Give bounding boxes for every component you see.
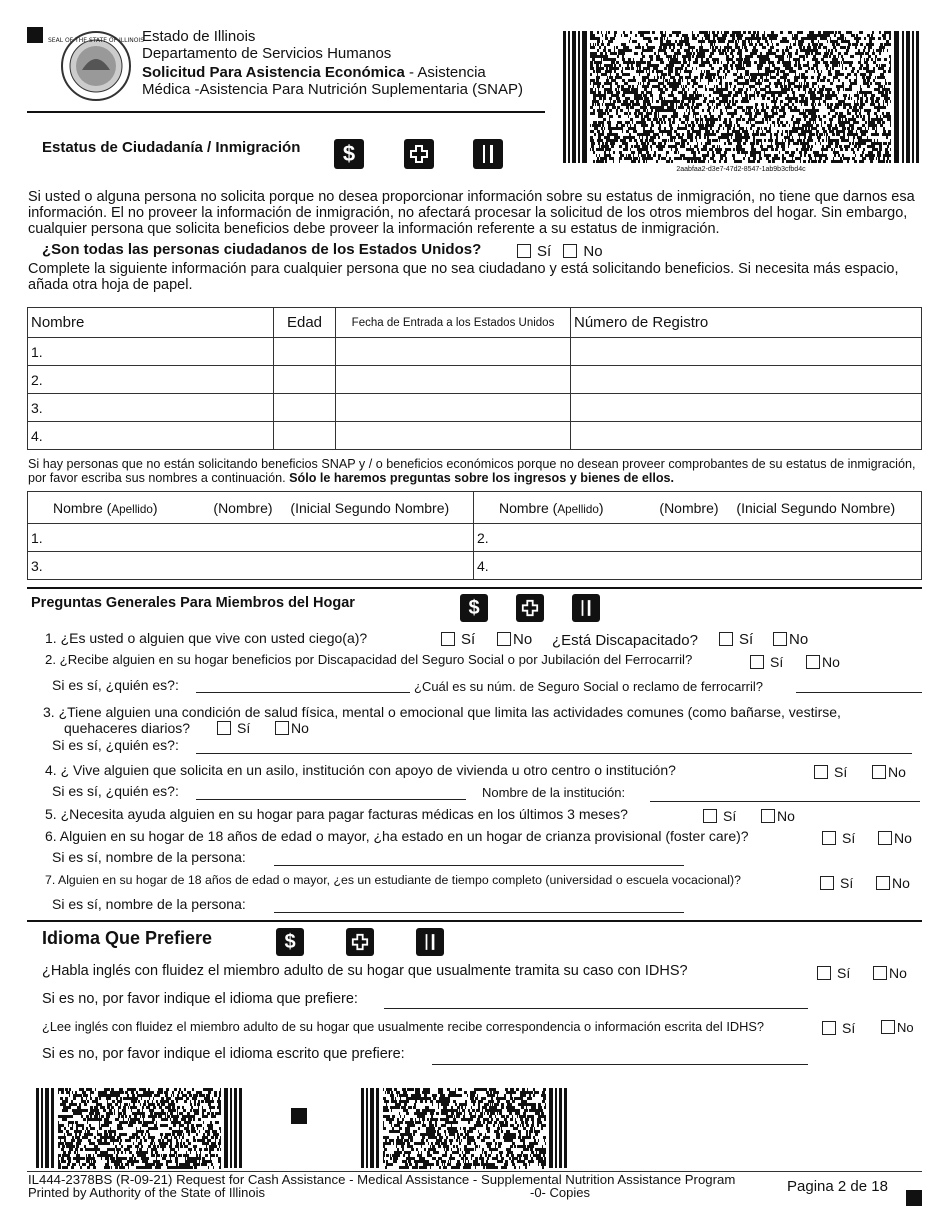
dollar-icon: $ xyxy=(460,594,488,622)
medical-cross-icon xyxy=(346,928,374,956)
blind-yes-checkbox[interactable] xyxy=(441,632,455,646)
illinois-seal xyxy=(47,30,145,102)
col-header: Nombre xyxy=(28,308,274,338)
question-blind: 1. ¿Es usted o alguien que vive con usted ciego(a)? xyxy=(45,630,368,646)
dollar-icon: $ xyxy=(276,928,304,956)
department-name: Departamento de Servicios Humanos xyxy=(142,45,392,62)
question-health-line2: quehaceres diarios? xyxy=(64,720,191,736)
pdf417-barcode xyxy=(361,1088,567,1168)
student-yes-checkbox[interactable] xyxy=(820,876,834,890)
disabled-yes-checkbox[interactable] xyxy=(719,632,733,646)
institution-name-field[interactable] xyxy=(650,801,920,802)
question-speaks-english: ¿Habla inglés con fluidez el miembro adulto de su hogar que usualmente tramita su caso con IDHS? xyxy=(42,963,688,979)
copies-line: -0- Copies xyxy=(530,1185,590,1200)
state-name: Estado de Illinois xyxy=(142,28,256,45)
citizens-question: ¿Son todas las personas ciudadanos de los Estados Unidos? xyxy=(42,241,482,258)
spoken-language-field[interactable] xyxy=(384,1008,808,1009)
institution-who-field[interactable] xyxy=(196,799,466,800)
ssdi-yes-checkbox[interactable] xyxy=(750,655,764,669)
table-row[interactable]: 1. xyxy=(28,338,274,366)
fork-knife-icon xyxy=(473,139,503,169)
authority-line: Printed by Authority of the State of Illinois xyxy=(28,1185,266,1200)
health-no-checkbox[interactable] xyxy=(275,721,289,735)
ssdi-who-label: Si es sí, ¿quién es?: xyxy=(52,677,179,693)
pdf417-barcode xyxy=(563,31,919,163)
ssdi-no-checkbox[interactable] xyxy=(806,655,820,669)
barcode-id: 2aabfaa2-d3e7-47d2-8547-1ab9b3cfbd4c xyxy=(676,166,806,173)
medical-bills-yes-checkbox[interactable] xyxy=(703,809,717,823)
non-applicant-names-table: Nombre (Apellido) (Nombre) (Inicial Segundo Nombre) Nombre (Apellido) (Nombre) (Inicial Segundo Nombre) 1. 2. 3. 4. xyxy=(27,491,922,580)
pdf417-barcode xyxy=(36,1088,242,1168)
reads-yes-checkbox[interactable] xyxy=(822,1021,836,1035)
no-label: No xyxy=(583,243,603,260)
name-row[interactable]: 2. xyxy=(474,524,922,552)
page-number: Pagina 2 de 18 xyxy=(787,1178,888,1195)
foster-name-label: Si es sí, nombre de la persona: xyxy=(52,849,246,865)
health-who-label: Si es sí, ¿quién es?: xyxy=(52,737,179,753)
disabled-no-checkbox[interactable] xyxy=(773,632,787,646)
question-foster-care: 6. Alguien en su hogar de 18 años de edad o mayor, ¿ha estado en un hogar de crianza provisional (foster care)? xyxy=(45,828,749,844)
col-header: Edad xyxy=(274,308,336,338)
health-who-field[interactable] xyxy=(196,753,912,754)
registration-mark xyxy=(27,27,43,43)
speaks-yes-checkbox[interactable] xyxy=(817,966,831,980)
foster-name-field[interactable] xyxy=(274,865,684,866)
col-header: Fecha de Entrada a los Estados Unidos xyxy=(336,308,571,338)
registration-mark xyxy=(906,1190,922,1206)
question-disabled: ¿Está Discapacitado? xyxy=(552,632,698,649)
question-institution: 4. ¿ Vive alguien que solicita en un asilo, institución con apoyo de vivienda u otro centro o institución? xyxy=(45,762,676,778)
reads-no-checkbox[interactable] xyxy=(881,1020,895,1034)
name-row[interactable]: 1. xyxy=(28,524,474,552)
citizens-yes-checkbox[interactable] xyxy=(517,244,531,258)
non-citizen-table xyxy=(27,307,922,450)
form-title-line2: Médica -Asistencia Para Nutrición Suplementaria (SNAP) xyxy=(142,81,523,98)
language-heading: Idioma Que Prefiere xyxy=(42,928,213,948)
name-row[interactable]: 3. xyxy=(28,552,474,580)
citizenship-instructions: Complete la siguiente información para cualquier persona que no sea ciudadano y está solicitando beneficios. Si necesita más espacio, añada otra hoja de papel. xyxy=(28,261,899,293)
institution-who-label: Si es sí, ¿quién es?: xyxy=(52,783,179,799)
question-student: 7. Alguien en su hogar de 18 años de edad o mayor, ¿es un estudiante de tiempo completo (universidad o escuela vocacional)? xyxy=(45,873,741,887)
form-number: IL444-2378BS (R-09-21) Request for Cash Assistance - Medical Assistance - Supplemental Nutrition Assistance Program xyxy=(28,1172,736,1187)
medical-bills-no-checkbox[interactable] xyxy=(761,809,775,823)
registration-mark xyxy=(291,1108,307,1124)
fork-knife-icon xyxy=(416,928,444,956)
institution-name-label: Nombre de la institución: xyxy=(482,785,626,800)
question-ssdi: 2. ¿Recibe alguien en su hogar beneficios por Discapacidad del Seguro Social o por Jubilación del Ferrocarril? xyxy=(45,652,693,667)
general-heading: Preguntas Generales Para Miembros del Hogar xyxy=(31,595,355,611)
name-row[interactable]: 4. xyxy=(474,552,922,580)
seal-text: SEAL OF THE STATE OF ILLINOIS xyxy=(47,37,145,44)
citizenship-intro: Si usted o alguna persona no solicita porque no desea proporcionar información sobre su estatus de inmigración, no tiene que darnos esa información. El no proveer la información de inmigración, no afectará procesar la solicitud de los otros miembros del hogar. Sin embargo, cualquier persona que solicita beneficios debe proveer la información referente a su estatus de inmigración. xyxy=(28,189,915,237)
yes-label: Sí xyxy=(537,243,552,260)
question-health: 3. ¿Tiene alguien una condición de salud física, mental o emocional que limita las actividades comunes (como bañarse, vestirse, xyxy=(43,704,841,720)
foster-yes-checkbox[interactable] xyxy=(822,831,836,845)
dollar-icon: $ xyxy=(334,139,364,169)
non-applicant-note: Si hay personas que no están solicitando beneficios SNAP y / o beneficios económicos porque no desean proveer comprobantes de su estatus de inmigración, por favor escriba sus nombres a continuación. Sólo le haremos preguntas sobre los ingresos y bienes de ellos. xyxy=(28,457,916,485)
student-name-field[interactable] xyxy=(274,912,684,913)
fork-knife-icon xyxy=(572,594,600,622)
table-row[interactable]: 2. xyxy=(28,366,274,394)
blind-no-checkbox[interactable] xyxy=(497,632,511,646)
ssdi-number-label: ¿Cuál es su núm. de Seguro Social o reclamo de ferrocarril? xyxy=(414,679,763,694)
speaks-no-checkbox[interactable] xyxy=(873,966,887,980)
institution-yes-checkbox[interactable] xyxy=(814,765,828,779)
foster-no-checkbox[interactable] xyxy=(878,831,892,845)
student-name-label: Si es sí, nombre de la persona: xyxy=(52,896,246,912)
written-language-label: Si es no, por favor indique el idioma escrito que prefiere: xyxy=(42,1046,405,1062)
form-title: Solicitud Para Asistencia Económica - Asistencia xyxy=(142,64,486,81)
col-header: Número de Registro xyxy=(571,308,922,338)
citizenship-heading: Estatus de Ciudadanía / Inmigración xyxy=(42,139,301,156)
question-medical-bills: 5. ¿Necesita ayuda alguien en su hogar para pagar facturas médicas en los últimos 3 meses? xyxy=(45,806,628,822)
ssdi-number-field[interactable] xyxy=(796,692,922,693)
written-language-field[interactable] xyxy=(432,1064,808,1065)
medical-cross-icon xyxy=(404,139,434,169)
student-no-checkbox[interactable] xyxy=(876,876,890,890)
citizens-no-checkbox[interactable] xyxy=(563,244,577,258)
table-row[interactable]: 3. xyxy=(28,394,274,422)
spoken-language-label: Si es no, por favor indique el idioma que prefiere: xyxy=(42,991,358,1007)
ssdi-who-field[interactable] xyxy=(196,692,410,693)
question-reads-english: ¿Lee inglés con fluidez el miembro adulto de su hogar que usualmente recibe correspondencia o información escrita del IDHS? xyxy=(42,1019,765,1034)
medical-cross-icon xyxy=(516,594,544,622)
institution-no-checkbox[interactable] xyxy=(872,765,886,779)
table-row[interactable]: 4. xyxy=(28,422,274,450)
health-yes-checkbox[interactable] xyxy=(217,721,231,735)
